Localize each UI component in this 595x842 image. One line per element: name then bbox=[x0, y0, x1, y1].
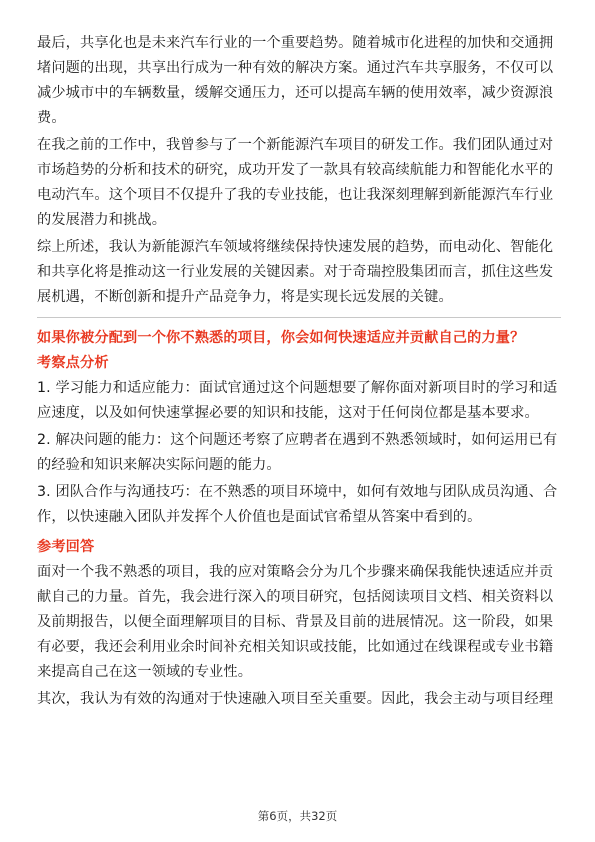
section-divider bbox=[37, 317, 561, 318]
paragraph-conclusion: 综上所述，我认为新能源汽车领域将继续保持快速发展的趋势，而电动化、智能化和共享化将是推动这一行业发展的关键因素。对于奇瑞控股集团而言，抓住这些发展机遇，不断创新和提升产品竞争力，将是实现长远发展的关键。 bbox=[37, 239, 554, 305]
analysis-point-1: 1. 学习能力和适应能力：面试官通过这个问题想要了解你面对新项目时的学习和适应速度，以及如何快速掌握必要的知识和技能，这对于任何岗位都是基本要求。 bbox=[37, 380, 558, 421]
analysis-point-2: 2. 解决问题的能力：这个问题还考察了应聘者在遇到不熟悉领域时，如何运用已有的经验和知识来解决实际问题的能力。 bbox=[37, 432, 558, 473]
reference-answer-paragraph-1: 面对一个我不熟悉的项目，我的应对策略会分为几个步骤来确保我能快速适应并贡献自己的力量。首先，我会进行深入的项目研究，包括阅读项目文档、相关资料以及前期报告，以便全面理解项目的目标、背景及目前的进展情况。这一阶段，如果有必要，我还会利用业余时间补充相关知识或技能，比如通过在线课程或专业书籍来提高自己在这一领域的专业性。 bbox=[37, 564, 554, 680]
paragraph-project-experience: 在我之前的工作中，我曾参与了一个新能源汽车项目的研发工作。我们团队通过对市场趋势的分析和技术的研究，成功开发了一款具有较高续航能力和智能化水平的电动汽车。这个项目不仅提升了我的专业技能，也让我深刻理解到新能源汽车行业的发展潜力和挑战。 bbox=[37, 137, 554, 228]
reference-answer-paragraph-2: 其次，我认为有效的沟通对于快速融入项目至关重要。因此，我会主动与项目经理 bbox=[37, 691, 554, 707]
interview-question: 如果你被分配到一个你不熟悉的项目，你会如何快速适应并贡献自己的力量？ bbox=[37, 330, 525, 346]
page-content bbox=[37, 31, 561, 714]
analysis-heading: 考察点分析 bbox=[37, 355, 109, 371]
paragraph-sharing-trend: 最后，共享化也是未来汽车行业的一个重要趋势。随着城市化进程的加快和交通拥堵问题的出现，共享出行成为一种有效的解决方案。通过汽车共享服务，不仅可以减少城市中的车辆数量，缓解交通压力，还可以提高车辆的使用效率，减少资源浪费。 bbox=[37, 35, 554, 126]
reference-answer-heading: 参考回答 bbox=[37, 539, 95, 555]
analysis-point-3: 3. 团队合作与沟通技巧：在不熟悉的项目环境中，如何有效地与团队成员沟通、合作，以快速融入团队并发挥个人价值也是面试官希望从答案中看到的。 bbox=[37, 484, 558, 525]
page-number-footer: 第6页，共32页 bbox=[257, 809, 338, 823]
